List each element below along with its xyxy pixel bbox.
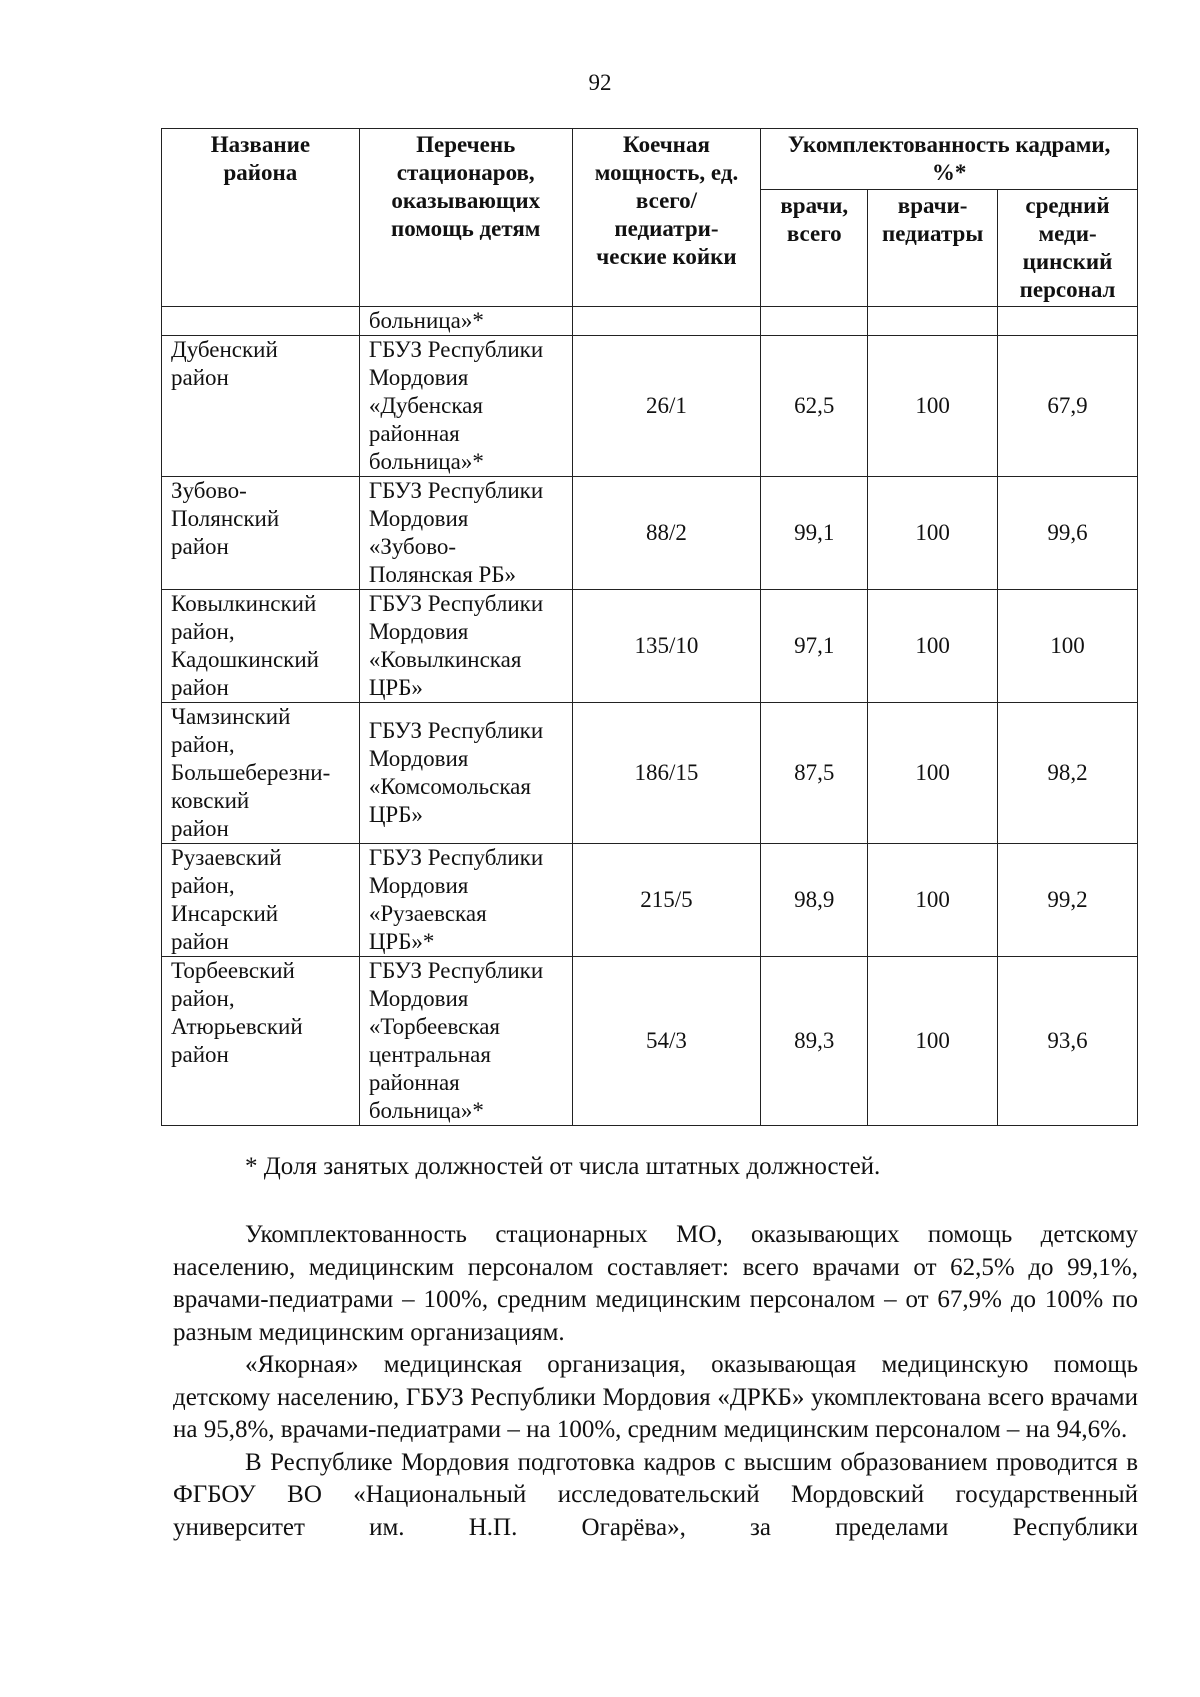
cell-beds: 135/10 [572,590,761,703]
cell-district: Ковылкинский район, Кадошкинский район [162,590,360,703]
cell-nurses: 98,2 [998,703,1138,844]
cell-nurses: 93,6 [998,957,1138,1126]
cell-nurses: 67,9 [998,336,1138,477]
header-hospitals: Перечень стационаров, оказывающих помощь детям [359,129,572,307]
cell-nurses: 99,2 [998,844,1138,957]
cell-beds: 215/5 [572,844,761,957]
cell-district: Чамзинский район, Большеберезни- ковский район [162,703,360,844]
table-row [162,703,1138,844]
table-footnote: * Доля занятых должностей от числа штатных должностей. [245,1153,881,1180]
cell-pediatricians: 100 [868,590,998,703]
cell-doctors-total: 89,3 [761,957,868,1126]
table-row [162,957,1138,1126]
cell-doctors-total: 98,9 [761,844,868,957]
paragraph-training: В Республике Мордовия подготовка кадров с высшим образованием проводится в ФГБОУ ВО «Национальный исследовательский Мордовский государственный университет им. Н.П. Огарёва», за пределами Республики [173,1448,1138,1541]
cell-doctors-total: 99,1 [761,477,868,590]
cell-beds: 186/15 [572,703,761,844]
cell-district [162,307,360,336]
header-staffing: Укомплектованность кадрами, %* [761,129,1138,190]
cell-beds: 26/1 [572,336,761,477]
paragraph-staffing-summary: Укомплектованность стационарных МО, оказывающих помощь детскому населению, медицинским персоналом составляет: всего врачами от 62,5% до 99,1%, врачами-педиатрами – 100%, средним медицинским персоналом – от 67,9% до 100% по разным медицинским организациям. [173,1221,1138,1346]
cell-nurses: 99,6 [998,477,1138,590]
cell-beds [572,307,761,336]
cell-pediatricians: 100 [868,957,998,1126]
table-row [162,590,1138,703]
header-pediatricians: врачи- педиатры [868,190,998,307]
cell-district: Рузаевский район, Инсарский район [162,844,360,957]
cell-hospital: ГБУЗ Республики Мордовия «Дубенская районная больница»* [359,336,572,477]
cell-nurses [998,307,1138,336]
cell-district: Зубово- Полянский район [162,477,360,590]
cell-doctors-total: 62,5 [761,336,868,477]
body-text [173,1219,1138,1544]
header-doctors-total: врачи, всего [761,190,868,307]
cell-pediatricians: 100 [868,477,998,590]
header-bed-capacity: Коечная мощность, ед. всего/ педиатри- ческие койки [572,129,761,307]
cell-nurses: 100 [998,590,1138,703]
staffing-table [161,128,1138,1126]
cell-pediatricians [868,307,998,336]
cell-pediatricians: 100 [868,844,998,957]
cell-hospital: ГБУЗ Республики Мордовия «Рузаевская ЦРБ»* [359,844,572,957]
cell-hospital: ГБУЗ Республики Мордовия «Торбеевская центральная районная больница»* [359,957,572,1126]
page-number: 92 [588,70,612,95]
cell-district: Торбеевский район, Атюрьевский район [162,957,360,1126]
cell-doctors-total: 87,5 [761,703,868,844]
cell-doctors-total: 97,1 [761,590,868,703]
table-row [162,336,1138,477]
header-nursing-staff: средний меди- цинский персонал [998,190,1138,307]
table-row [162,844,1138,957]
cell-hospital: больница»* [359,307,572,336]
table-row-carryover [162,307,1138,336]
cell-hospital: ГБУЗ Республики Мордовия «Комсомольская ЦРБ» [359,703,572,844]
paragraph-anchor-organization: «Якорная» медицинская организация, оказывающая медицинскую помощь детскому населению, ГБУЗ Республики Мордовия «ДРКБ» укомплектована всего врачами на 95,8%, врачами-педиатрами – на 100%, средним медицинским персоналом – на 94,6%. [173,1351,1138,1443]
cell-pediatricians: 100 [868,336,998,477]
cell-hospital: ГБУЗ Республики Мордовия «Зубово- Полянская РБ» [359,477,572,590]
cell-district: Дубенский район [162,336,360,477]
cell-beds: 88/2 [572,477,761,590]
header-row-top [162,129,1138,190]
cell-doctors-total [761,307,868,336]
header-district: Название района [162,129,360,307]
cell-pediatricians: 100 [868,703,998,844]
cell-beds: 54/3 [572,957,761,1126]
table-row [162,477,1138,590]
cell-hospital: ГБУЗ Республики Мордовия «Ковылкинская ЦРБ» [359,590,572,703]
